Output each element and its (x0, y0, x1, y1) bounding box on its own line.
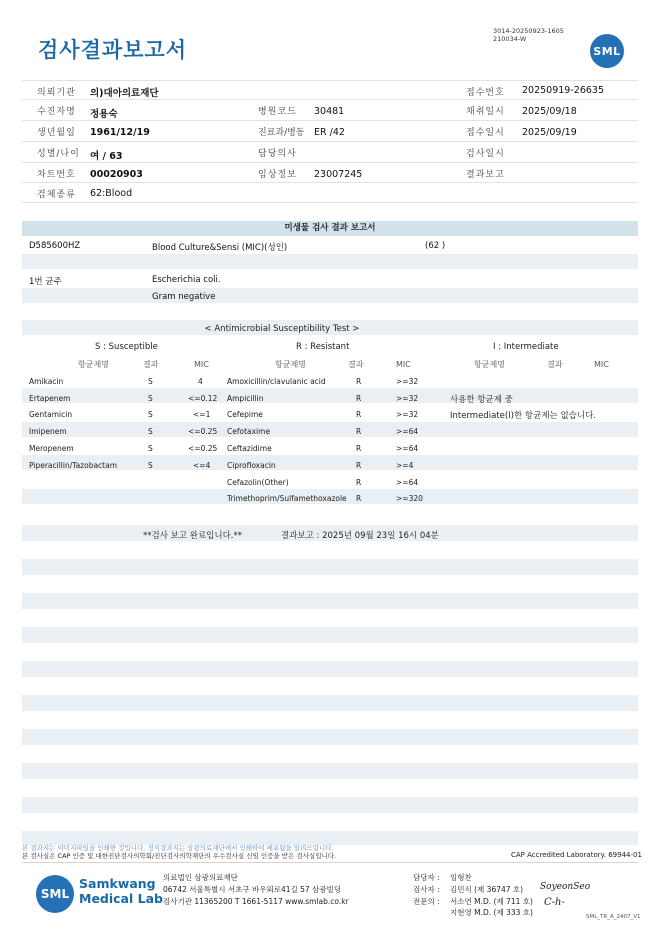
collect-date-value: 2025/09/18 (522, 106, 577, 117)
ast-result: R (356, 377, 362, 386)
receipt-date-label: 접수일시 (466, 128, 505, 138)
hospital-code-value: 30481 (314, 106, 345, 117)
test-code: D585600HZ (29, 241, 81, 251)
requester-value: 의)대아의료재단 (90, 88, 159, 99)
ast-result: S (148, 427, 153, 436)
test-number: (62 ) (425, 241, 446, 251)
expert-1: 서소연 M.D. (제 711 호) (450, 897, 533, 906)
ast-result: S (148, 377, 153, 386)
receipt-no-label: 접수번호 (466, 88, 505, 98)
intermediate-note-2: Intermediate(I)한 항균제는 없습니다. (450, 411, 596, 421)
org-contact: 검사기관 11365200 T 1661-5117 www.smlab.co.kr (163, 897, 349, 906)
ast-drug: Ceftazidime (227, 444, 272, 453)
blank-band (22, 593, 638, 609)
specimen-value: 62:Blood (90, 188, 133, 199)
col3-mic-header: MIC (594, 360, 609, 369)
col1-mic-header: MIC (194, 360, 209, 369)
footer-sml-logo: SML (36, 875, 74, 913)
col1-drug-header: 항균제명 (78, 360, 109, 369)
sex-age-label: 성별/나이 (37, 149, 80, 159)
report-complete: **검사 보고 완료입니다.** (143, 531, 243, 541)
ast-drug: Piperacillin/Tazobactam (29, 461, 118, 470)
divider (22, 182, 638, 183)
tester-label: 검사자 : (413, 885, 440, 894)
patient-label: 수진자명 (37, 107, 76, 117)
ast-mic: <=1 (193, 410, 211, 419)
ast-mic: >=4 (396, 461, 414, 470)
ast-mic: >=64 (396, 427, 419, 436)
clinical-value: 23007245 (314, 169, 363, 180)
ast-drug: Meropenem (29, 444, 74, 453)
brand-line2: Medical Lab (79, 891, 163, 906)
ast-drug: Cefepime (227, 410, 263, 419)
dept-value: ER /42 (314, 127, 345, 138)
birth-value: 1961/12/19 (90, 127, 150, 138)
form-code: SML_TR_A_2407_V1 (586, 914, 641, 920)
hospital-code-label: 병원코드 (258, 107, 297, 117)
divider (22, 120, 638, 121)
ast-drug: Amikacin (29, 377, 64, 386)
divider (22, 80, 638, 81)
doctor-label: 담당의사 (258, 149, 297, 159)
ast-drug: Imipenem (29, 427, 67, 436)
tester-value: 김민식 (제 36747 호) (450, 885, 524, 894)
blank-band (22, 559, 638, 575)
ast-result: S (148, 394, 153, 403)
ast-result: S (148, 444, 153, 453)
chart-label: 차트번호 (37, 170, 76, 180)
ast-drug: Cefazolin(Other) (227, 478, 289, 487)
ast-result: R (356, 410, 362, 419)
legend-intermediate: I : Intermediate (493, 342, 559, 352)
col2-drug-header: 항균제명 (275, 360, 306, 369)
blank-band (22, 797, 638, 813)
ast-mic: >=320 (396, 494, 423, 503)
signature-1: SoyeonSeo (540, 882, 591, 892)
ast-row-band (22, 422, 638, 437)
intermediate-note-1: 사용한 항균제 중 (450, 395, 513, 405)
expert-2: 지현영 M.D. (제 333 호) (450, 908, 533, 917)
test-date-label: 검사일시 (466, 149, 505, 159)
col2-mic-header: MIC (396, 360, 411, 369)
gram-stain: Gram negative (152, 292, 216, 302)
organism-label: 1번 균주 (29, 277, 62, 287)
blank-band (22, 695, 638, 711)
ast-mic: 4 (198, 377, 203, 386)
col3-drug-header: 항균제명 (474, 360, 505, 369)
person-label: 담당자 : (413, 873, 440, 882)
ast-mic: >=32 (396, 410, 419, 419)
document-id-line1: 3014-20250923-1605 (493, 27, 564, 35)
micro-section-title: 미생물 검사 결과 보고서 (284, 223, 376, 233)
ast-drug: Trimethoprim/Sulfamethoxazole (227, 494, 347, 503)
brand-name (79, 876, 163, 906)
receipt-date-value: 2025/09/19 (522, 127, 577, 138)
patient-value: 정용숙 (90, 109, 118, 120)
col2-result-header: 결과 (348, 360, 364, 369)
cap-accreditation: CAP Accredited Laboratory. 69944-01 (511, 851, 642, 859)
requester-label: 의뢰기관 (37, 88, 76, 98)
ast-mic: <=0.25 (188, 444, 218, 453)
chart-value: 00020903 (90, 169, 143, 180)
accreditation-notice: 본 검사실은 CAP 인증 및 대한진단검사의학회/진단검사의학재단의 우수검사실 신임 인증을 받은 검사실입니다. (22, 852, 337, 860)
ast-drug: Amoxicillin/clavulanic acid (227, 377, 326, 386)
document-id-line2: 210034-W (493, 35, 527, 43)
ast-result: R (356, 444, 362, 453)
person-value: 임형찬 (450, 873, 472, 882)
divider (22, 862, 638, 863)
document-id (493, 27, 564, 43)
ast-mic: >=32 (396, 394, 419, 403)
report-time: 결과보고 : 2025년 09월 23일 16시 04분 (281, 531, 439, 541)
ast-mic: <=0.25 (188, 427, 218, 436)
ast-drug: Cefotaxime (227, 427, 271, 436)
blank-band (22, 661, 638, 677)
org-address: 06742 서울특별시 서초구 바우뫼로41길 57 삼광빌딩 (163, 885, 342, 894)
ast-row-band (22, 388, 638, 403)
blank-band (22, 254, 638, 269)
blank-band (22, 729, 638, 745)
divider (22, 141, 638, 142)
birth-label: 생년월일 (37, 128, 76, 138)
legend-susceptible: S : Susceptible (95, 342, 158, 352)
divider (22, 202, 638, 203)
page-title: 검사결과보고서 (38, 38, 188, 62)
expert-label: 전문의 : (413, 897, 440, 906)
brand-line1: Samkwang (79, 876, 156, 891)
specimen-label: 검체종류 (37, 190, 76, 200)
blank-band (22, 763, 638, 779)
col1-result-header: 결과 (143, 360, 159, 369)
ast-result: R (356, 394, 362, 403)
org-name: 의료법인 삼광의료재단 (163, 873, 238, 882)
ast-mic: >=64 (396, 444, 419, 453)
ast-drug: Ertapenem (29, 394, 71, 403)
ast-result: S (148, 410, 153, 419)
ast-drug: Ciprofloxacin (227, 461, 276, 470)
clinical-label: 임상정보 (258, 170, 297, 180)
divider (22, 99, 638, 100)
test-name: Blood Culture&Sensi (MIC)(성인) (152, 243, 288, 253)
ast-result: R (356, 461, 362, 470)
blank-band (22, 627, 638, 643)
report-label: 결과보고 (466, 170, 505, 180)
sml-logo: SML (590, 34, 624, 68)
sex-age-value: 여 / 63 (90, 151, 123, 162)
ast-result: R (356, 427, 362, 436)
ast-mic: <=0.12 (188, 394, 218, 403)
gram-band (22, 288, 638, 303)
ast-drug: Ampicillin (227, 394, 264, 403)
organism-name: Escherichia coli. (152, 275, 221, 285)
signature-2: C-h- (544, 897, 565, 908)
ast-result: R (356, 478, 362, 487)
ast-drug: Gentamicin (29, 410, 73, 419)
col3-result-header: 결과 (547, 360, 563, 369)
legend-resistant: R : Resistant (296, 342, 350, 352)
ast-mic: >=64 (396, 478, 419, 487)
dept-label: 진료과/병동 (258, 128, 305, 138)
collect-date-label: 채취일시 (466, 107, 505, 117)
image-print-notice: 본 결과지는 이미지파일을 인쇄한 것입니다. 정식결과지는 삼광의료재단에서 인쇄하여 배포됨을 알려드립니다. (22, 844, 334, 852)
ast-mic: <=4 (193, 461, 211, 470)
divider (22, 162, 638, 163)
ast-result: R (356, 494, 362, 503)
ast-mic: >=32 (396, 377, 419, 386)
ast-title: < Antimicrobial Susceptibility Test > (204, 324, 360, 334)
receipt-no-value: 20250919-26635 (522, 85, 605, 96)
ast-result: S (148, 461, 153, 470)
